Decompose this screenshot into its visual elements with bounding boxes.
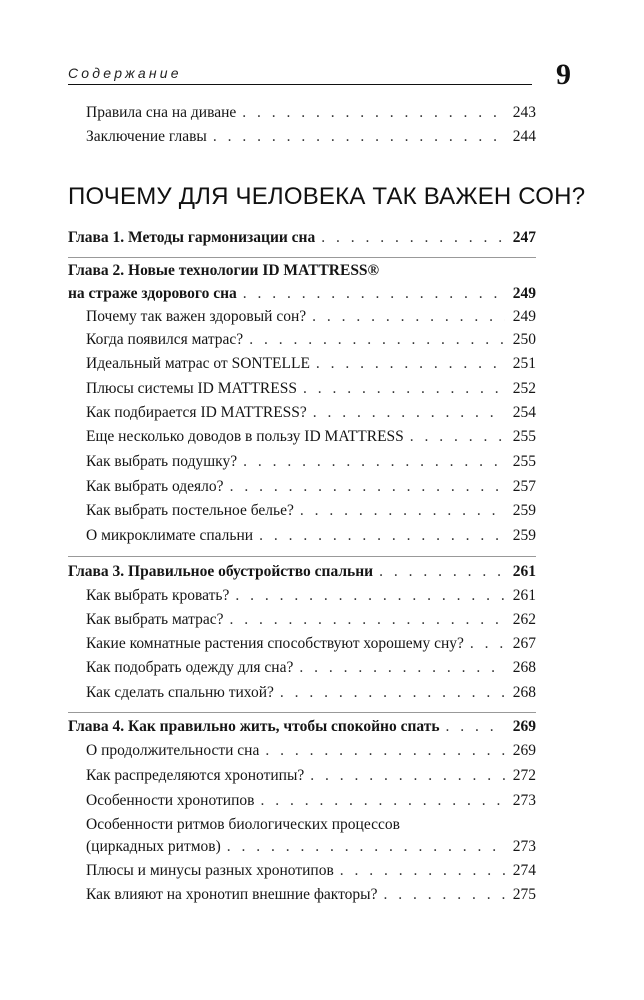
chapter-divider	[68, 257, 536, 258]
chapter-divider	[68, 556, 536, 557]
toc-entry-title: Особенности хронотипов	[86, 792, 255, 809]
toc-entry-title: Как распределяются хронотипы?	[86, 767, 305, 784]
toc-leader-dots	[310, 767, 505, 785]
toc-leader-dots	[235, 587, 504, 605]
toc-entry-page: 261	[512, 587, 536, 604]
toc-leader-dots	[213, 128, 505, 146]
toc-entry[interactable]	[86, 478, 536, 500]
toc-entry[interactable]	[86, 428, 536, 450]
toc-entry-page: 268	[512, 684, 536, 701]
toc-entry-title: Как выбрать постельное белье?	[86, 502, 294, 519]
toc-entry-title: Идеальный матрас от SONTELLE	[86, 355, 310, 372]
toc-chapter-title: Глава 1. Методы гармонизации сна	[68, 229, 316, 246]
toc-entry-page: 257	[512, 478, 536, 495]
toc-entry-page: 255	[512, 428, 536, 445]
toc-leader-dots	[446, 718, 505, 736]
toc-leader-dots	[249, 331, 505, 349]
toc-entry-title: Как влияют на хронотип внешние факторы?	[86, 886, 378, 903]
toc-entry-page: 244	[512, 128, 536, 145]
toc-entry-title: О микроклимате спальни	[86, 527, 254, 544]
toc-chapter-title: на страже здорового сна	[68, 285, 237, 302]
toc-entry-page: 273	[512, 838, 536, 855]
toc-entry[interactable]	[86, 502, 536, 524]
toc-leader-dots	[230, 478, 505, 496]
page-number: 9	[556, 58, 571, 91]
toc-entry-title: (циркадных ритмов)	[86, 838, 221, 855]
toc-leader-dots	[316, 355, 505, 373]
toc-entry-title: Как выбрать одеяло?	[86, 478, 224, 495]
toc-leader-dots	[243, 453, 505, 471]
toc-entry[interactable]	[86, 128, 536, 150]
toc-entry-title: Когда появился матрас?	[86, 331, 244, 348]
toc-chapter-title: Глава 3. Правильное обустройство спальни	[68, 563, 374, 580]
toc-leader-dots	[259, 527, 505, 545]
toc-entry-page: 275	[512, 886, 536, 903]
toc-entry-title: Как сделать спальню тихой?	[86, 684, 274, 701]
toc-leader-dots	[260, 792, 504, 810]
toc-leader-dots	[242, 104, 504, 122]
toc-entry[interactable]	[86, 355, 536, 377]
toc-entry-page: 259	[512, 527, 536, 544]
toc-entry[interactable]	[86, 792, 536, 814]
toc-leader-dots	[340, 862, 505, 880]
toc-entry-page: 255	[512, 453, 536, 470]
toc-entry[interactable]	[86, 886, 536, 908]
toc-entry-page: 250	[512, 331, 536, 348]
toc-entry-page: 273	[512, 792, 536, 809]
toc-entry-page: 268	[512, 659, 536, 676]
toc-leader-dots	[265, 742, 504, 760]
toc-entry-title: Как подбирается ID MATTRESS?	[86, 404, 307, 421]
toc-entry-title: Как выбрать кровать?	[86, 587, 230, 604]
toc-chapter-page: 247	[512, 229, 536, 246]
toc-entry[interactable]	[86, 453, 536, 475]
toc-leader-dots	[300, 502, 505, 520]
toc-leader-dots	[280, 684, 505, 702]
toc-entry-page: 251	[512, 355, 536, 372]
toc-entry[interactable]	[86, 684, 536, 706]
toc-entry-title: Заключение главы	[86, 128, 207, 145]
toc-entry-page: 259	[512, 502, 536, 519]
toc-entry-title: Правила сна на диване	[86, 104, 237, 121]
toc-leader-dots	[470, 635, 505, 653]
toc-chapter-title-line1: Глава 2. Новые технологии ID MATTRESS®	[68, 262, 380, 279]
toc-chapter[interactable]	[68, 285, 536, 307]
toc-leader-dots	[303, 380, 505, 398]
toc-leader-dots	[383, 886, 504, 904]
toc-entry[interactable]	[86, 104, 536, 126]
toc-leader-dots	[227, 838, 505, 856]
toc-entry-title: О продолжительности сна	[86, 742, 260, 759]
running-header	[68, 64, 532, 85]
toc-chapter-title: Глава 4. Как правильно жить, чтобы спокойно спать	[68, 718, 440, 735]
toc-entry-page: 272	[512, 767, 536, 784]
toc-entry-page: 254	[512, 404, 536, 421]
toc-entry-title: Как подобрать одежду для сна?	[86, 659, 294, 676]
chapter-divider	[68, 712, 536, 713]
toc-entry-title: Как выбрать матрас?	[86, 611, 224, 628]
toc-entry-page: 262	[512, 611, 536, 628]
toc-entry[interactable]	[86, 767, 536, 789]
toc-chapter[interactable]	[68, 563, 536, 585]
toc-chapter-page: 249	[512, 285, 536, 302]
toc-entry-page: 252	[512, 380, 536, 397]
toc-leader-dots	[312, 308, 505, 326]
toc-entry-page: 274	[512, 862, 536, 879]
toc-entry[interactable]	[86, 404, 536, 426]
toc-leader-dots	[321, 229, 505, 247]
toc-entry[interactable]	[86, 380, 536, 402]
toc-entry[interactable]	[86, 862, 536, 884]
toc-entry[interactable]	[86, 308, 536, 330]
toc-entry-title: Какие комнатные растения способствуют хорошему сну?	[86, 635, 464, 652]
toc-entry[interactable]	[86, 331, 536, 353]
toc-entry[interactable]	[86, 838, 536, 860]
toc-chapter-page: 269	[512, 718, 536, 735]
toc-entry[interactable]	[86, 527, 536, 549]
toc-entry-page: 269	[512, 742, 536, 759]
toc-entry[interactable]	[86, 742, 536, 764]
section-title: ПОЧЕМУ ДЛЯ ЧЕЛОВЕКА ТАК ВАЖЕН СОН?	[68, 183, 586, 210]
toc-entry[interactable]	[86, 611, 536, 633]
toc-leader-dots	[313, 404, 505, 422]
header-title: Содержание	[68, 65, 182, 81]
toc-entry-title: Еще несколько доводов в пользу ID MATTRESS	[86, 428, 404, 445]
toc-entry[interactable]	[86, 635, 536, 657]
toc-entry-page: 267	[512, 635, 536, 652]
toc-entry-title: Почему так важен здоровый сон?	[86, 308, 307, 325]
toc-leader-dots	[299, 659, 504, 677]
toc-entry-title: Как выбрать подушку?	[86, 453, 238, 470]
toc-entry[interactable]	[86, 659, 536, 681]
toc-entry-title-line1: Особенности ритмов биологических процессов	[86, 816, 400, 833]
toc-entry-title: Плюсы системы ID MATTRESS	[86, 380, 297, 397]
toc-chapter-page: 261	[512, 563, 536, 580]
toc-entry-page: 249	[512, 308, 536, 325]
toc-leader-dots	[243, 285, 505, 303]
toc-leader-dots	[230, 611, 505, 629]
toc-leader-dots	[379, 563, 505, 581]
toc-chapter[interactable]	[68, 229, 536, 251]
toc-chapter[interactable]	[68, 718, 536, 740]
toc-leader-dots	[410, 428, 505, 446]
toc-entry-title: Плюсы и минусы разных хронотипов	[86, 862, 334, 879]
toc-entry[interactable]	[86, 587, 536, 609]
toc-entry-page: 243	[512, 104, 536, 121]
